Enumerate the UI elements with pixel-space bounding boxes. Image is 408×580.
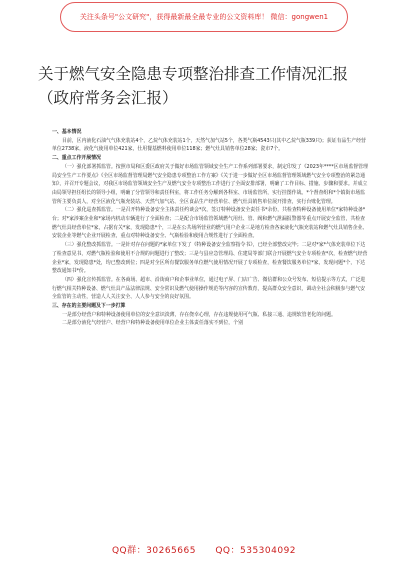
- promo-banner: [60, 2, 348, 32]
- paragraph: （三）强化整改抓监管。一是针对存在问题的*家单位下发了《特种设备安全监察指令书》，已经全部整改完毕；二是对*家*气体充装单位下达了检查意见书，对燃气瓶检验和使用不合规的问题进行了整改；三是与县应急管理局、住建局等部门联合开展燃气安全专项检查*次，检查燃气经营企业*家，发现隐患*处，均已整改到位；四是对全区所有餐饮服务单位燃气使用情况开展了专项检查，检查餐饮服务单位*家，发现问题*个，下达整改通知书*份。: [52, 242, 368, 275]
- paragraph: 二是部分液化气经营户、经营户和特种设备使用单位企业主体责任落实不到位，个别: [62, 320, 243, 327]
- paragraph: 一是部分经营户和特种设备使用单位的安全意识淡薄，存在侥幸心理，存在违规使用可气瓶、私接三通、违规软管老化的问题。: [62, 311, 336, 318]
- contact-footer: [0, 543, 408, 556]
- paragraph: （一）强化部署抓监管。按照市局和区委区政府关于做好市场监管领域安全生产工作系列部署要求，制定印发了《2023年****区市场监督管理局安全生产工作要点》《全区市场监督管理局燃气安全隐患专项整治工作方案》《关于进一步做好全区市场监督管理领域燃气安全专项整治的紧急通知》，并召开专题会议，对我区市场监管领域安全生产及燃气安全专项整治工作进行了全面安排部署，明确了工作目标、措施、步骤和要求。并成立由局领导担任组长的领导小组，明确了分管领导和责任科室，将工作任务分解到各科室、市场监管所，实行挂图作战。*个督查组和*个镇街市场监管所主要负责人，对全区液化气瓶充装站、天然气加气站、全区食品生产经营单位、燃气灶具销售单位展开排查，实行台账化管理。: [52, 163, 368, 205]
- section-heading-issues: 三、存在的主要问题及下一步打算: [52, 303, 126, 310]
- qq-group-label: QQ群：30265665: [111, 546, 196, 556]
- document-title: 关于燃气安全隐患专项整治排查工作情况汇报（政府常务会汇报）: [38, 65, 349, 107]
- paragraph: （四）强化宣传抓监管。在各商场、超市、沿街商户和企事业单位，通过电子屏、门店广告、微信群和公众号发布、短信提示等方式，广泛进行燃气相关特种设备、燃气灶具产品法律法规、安全常识及燃气使用操作规范等内容的宣传教育，提高群众安全意识，调动全社会积极参与燃气安全监管的主动性，营造人人关注安全、人人参与安全的良好氛围。: [52, 276, 366, 301]
- promo-banner-text: 关注头条号"公文研究"，获得最新最全最专业的公文资料库！ 微信：gongwen1: [79, 13, 329, 21]
- paragraph: （二）强化巡查抓监管。一是召开特种设备安全主体责任约谈会*次，签订特种设备安全责任书*余份，共检查特种设备使用单位*家特种设备*台；对*家涉案企业和*家场内机动车辆进行了全面检查；二是配合市场监管领域燃气用灶、管、阀和燃气泄漏报警器等重点开展安全监管，共检查燃气灶具经营单位*家，占据有关*家，发现隐患*个，三是在公共场所营业的燃气用户企业三是地方检查各家液化气瓶充装站和燃气灶具销售企业、安装企业等燃气企业开展检查，重点对特种设备安全、气瓶检验和使用合规性进行了全面检查。: [52, 207, 368, 240]
- section-heading-basic: 一、基本情况: [52, 129, 82, 135]
- document-body: [52, 128, 368, 328]
- paragraph: 目前，区内液化石油气气体充装站4个，乙烷气体充装站1个，天然气加气站5个，各类气瓶4543只(其中乙烷气瓶339只)；获证有品生产经营单位2738家，液化气使用单位421家，仕用餐基燃料使用单位118家；燃气灶具销售单位28家；瓷市7个。: [52, 137, 366, 153]
- section-heading-work: 二、重点工作开展情况: [52, 155, 101, 162]
- qq-label: QQ：535304092: [215, 546, 297, 556]
